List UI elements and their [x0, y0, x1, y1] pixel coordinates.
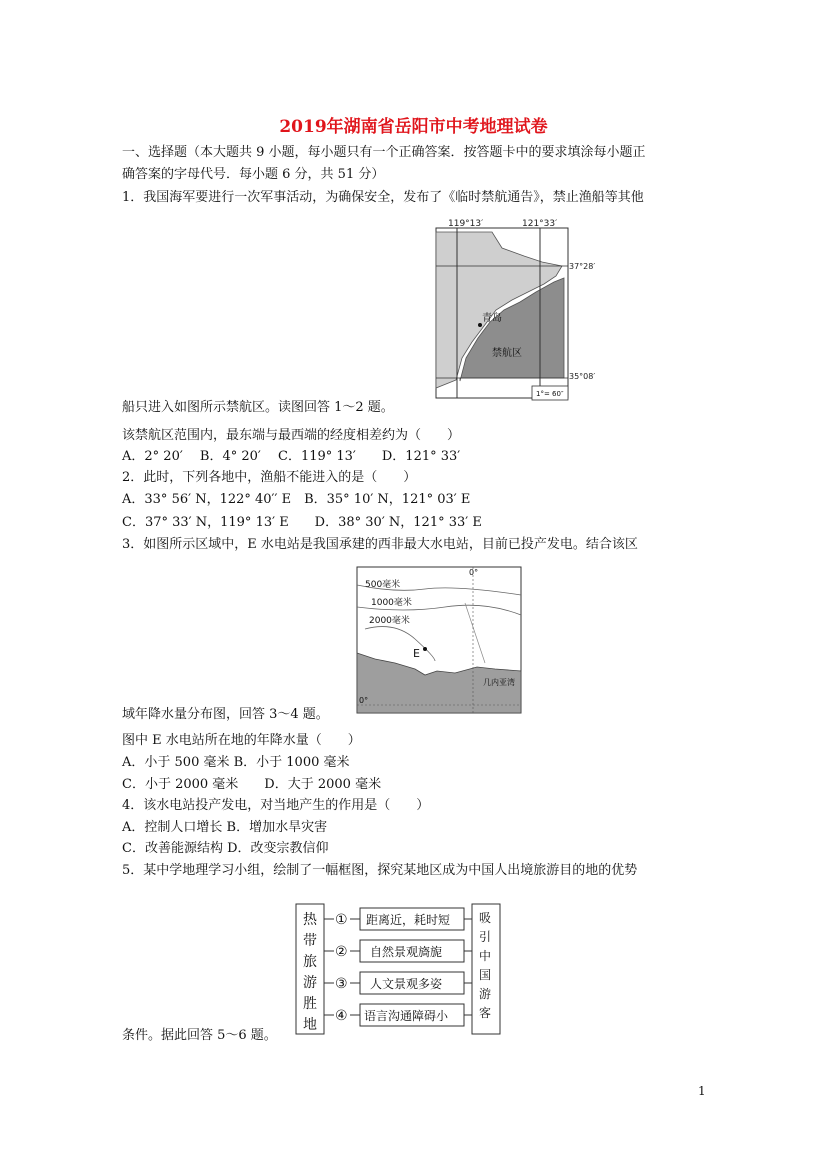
item-1: 距离近，耗时短 — [366, 913, 451, 927]
q5-stem-end: 条件。据此回答 5～6 题。 — [122, 1028, 277, 1043]
zone-label: 禁航区 — [492, 348, 522, 359]
right-char-3: 国 — [479, 968, 492, 982]
item-3: 人文景观多姿 — [370, 977, 443, 991]
page-title: 2019年湖南省岳阳市中考地理试卷 — [279, 117, 548, 137]
lon-right-label: 121°33′ — [522, 219, 558, 229]
q3-options-cd: C．小于 2000 毫米 D．大于 2000 毫米 — [122, 777, 382, 792]
tourism-frame-diagram — [294, 900, 504, 1040]
q3-options-ab: A．小于 500 毫米 B．小于 1000 毫米 — [122, 755, 350, 770]
left-char-2: 旅 — [303, 954, 317, 970]
right-char-0: 吸 — [479, 911, 492, 925]
q2-options-cd: C．37° 33′ N，119° 13′ E D．38° 30′ N，121° 33′ E — [122, 515, 482, 530]
left-char-3: 游 — [303, 975, 317, 991]
iso-2000-label: 2000毫米 — [369, 616, 410, 626]
num-1: ① — [335, 912, 348, 928]
section-heading: 一、选择题（本大题共 9 小题，每小题只有一个正确答案．按答题卡中的要求填涂每小题正 — [122, 145, 646, 160]
station-marker — [423, 647, 427, 651]
num-2: ② — [335, 944, 348, 960]
precipitation-map — [355, 563, 525, 718]
right-char-4: 游 — [479, 987, 492, 1001]
q5-stem: 5．某中学地理学习小组，绘制了一幅框图，探究某地区成为中国人出境旅游目的地的优势 — [122, 863, 638, 878]
item-2: 自然景观旖旎 — [370, 945, 443, 959]
right-char-2: 中 — [479, 949, 492, 963]
station-label: E — [413, 647, 420, 660]
q3-stem-end: 域年降水量分布图，回答 3～4 题。 — [122, 707, 329, 722]
q3-sub: 图中 E 水电站所在地的年降水量（ ） — [122, 733, 361, 748]
item-4: 语言沟通障碍小 — [364, 1009, 449, 1023]
lon-zero-label: 0° — [469, 568, 479, 577]
iso-1000-label: 1000毫米 — [371, 598, 412, 608]
q1-stem-end: 船只进入如图所示禁航区。读图回答 1～2 题。 — [122, 400, 394, 415]
q3-stem: 3．如图所示区域中，E 水电站是我国承建的西非最大水电站，目前已投产发电。结合该区 — [122, 537, 638, 552]
left-char-0: 热 — [303, 912, 317, 928]
scale-label: 1°= 60″ — [536, 390, 564, 398]
page-number: 1 — [698, 1084, 706, 1098]
left-char-4: 胜 — [303, 996, 317, 1012]
q4-stem: 4．该水电站投产发电，对当地产生的作用是（ ） — [122, 798, 430, 813]
left-char-5: 地 — [303, 1017, 317, 1033]
num-3: ③ — [335, 976, 348, 992]
q1-sub1: 该禁航区范围内，最东端与最西端的经度相差约为（ ） — [122, 428, 461, 443]
section-heading-cont: 确答案的字母代号．每小题 6 分，共 51 分） — [122, 167, 385, 182]
q1-stem: 1．我国海军要进行一次军事活动，为确保安全，发布了《临时禁航通告》，禁止渔船等其他 — [122, 190, 644, 205]
right-char-1: 引 — [479, 930, 492, 944]
lon-left-label: 119°13′ — [448, 219, 484, 229]
gulf-label: 几内亚湾 — [483, 678, 515, 687]
q1-options: A．2° 20′ B．4° 20′ C．119° 13′ D．121° 33′ — [122, 449, 461, 464]
lat-zero-label: 0° — [359, 696, 369, 705]
lat-bottom-label: 35°08′ — [569, 372, 596, 381]
num-4: ④ — [335, 1008, 348, 1024]
q2-options-ab: A．33° 56′ N，122° 40′′ E B．35° 10′ N，121° 03′ E — [122, 492, 471, 507]
lat-top-label: 37°28′ — [569, 262, 596, 271]
q2-stem: 2．此时，下列各地中，渔船不能进入的是（ ） — [122, 470, 417, 485]
qingdao-label: 青岛 — [482, 313, 502, 324]
no-sail-zone-map — [432, 218, 602, 412]
q4-options-ab: A．控制人口增长 B．增加水旱灾害 — [122, 820, 328, 835]
q4-options-cd: C．改善能源结构 D．改变宗教信仰 — [122, 841, 329, 856]
left-char-1: 带 — [303, 933, 317, 949]
iso-500-label: 500毫米 — [365, 580, 401, 590]
right-char-5: 客 — [479, 1006, 492, 1020]
